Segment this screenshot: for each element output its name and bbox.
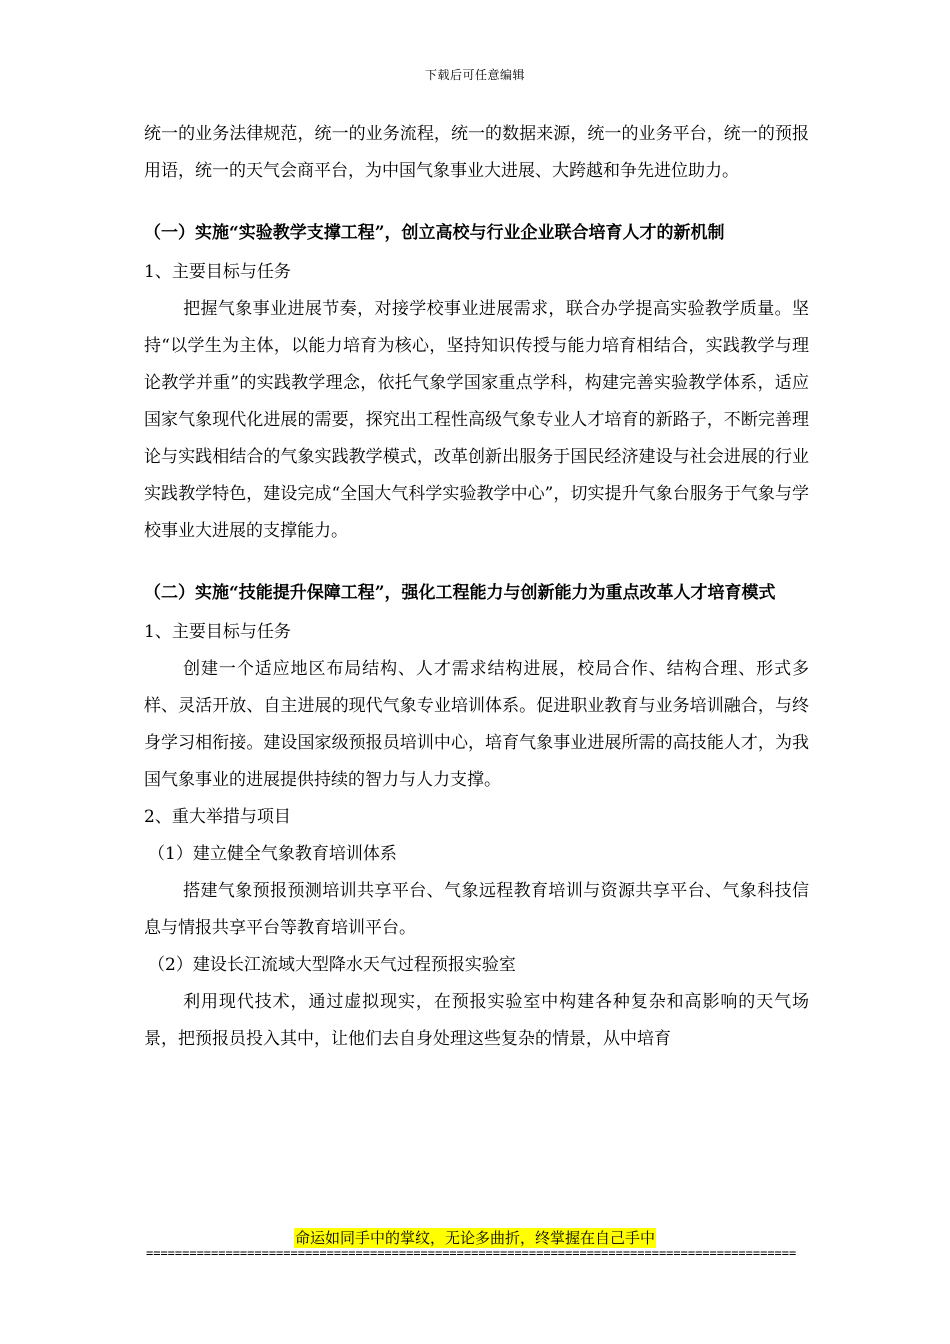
document-body [144, 116, 809, 1058]
subheading-measures: 2、重大举措与项目 [144, 807, 291, 827]
intro-paragraph: 统一的业务法律规范，统一的业务流程，统一的数据来源，统一的业务平台，统一的预报用语，统一的天气会商平台，为中国气象事业大进展、大跨越和争先进位助力。 [144, 124, 809, 181]
item-1-title: （1）建立健全气象教育培训体系 [148, 844, 397, 864]
footer-motto: 命运如同手中的掌纹，无论多曲折，终掌握在自己手中 [294, 1229, 655, 1247]
footer-rule: ========================================================================================== [146, 1246, 797, 1260]
section-heading-2: （二）实施“技能提升保障工程”，强化工程能力与创新能力为重点改革人才培育模式 [144, 583, 776, 603]
item-2-title: （2）建设长江流域大型降水天气过程预报实验室 [148, 955, 516, 975]
section-heading-1: （一）实施“实验教学支撑工程”，创立高校与行业企业联合培育人才的新机制 [144, 223, 725, 243]
page-header-note: 下载后可任意编辑 [424, 68, 525, 82]
item-1-paragraph: 搭建气象预报预测培训共享平台、气象远程教育培训与资源共享平台、气象科技信息与情报共享平台等教育培训平台。 [144, 881, 809, 938]
subheading-goals-2: 1、主要目标与任务 [144, 622, 291, 642]
item-2-paragraph: 利用现代技术，通过虚拟现实，在预报实验室中构建各种复杂和高影响的天气场景，把预报员投入其中，让他们去自身处理这些复杂的情景，从中培育 [144, 992, 809, 1049]
page-footer [0, 1228, 950, 1248]
goals-paragraph-2: 创建一个适应地区布局结构、人才需求结构进展，校局合作、结构合理、形式多样、灵活开放、自主进展的现代气象专业培训体系。促进职业教育与业务培训融合，与终身学习相衔接。建设国家级预报员培训中心，培育气象事业进展所需的高技能人才，为我国气象事业的进展提供持续的智力与人力支撑。 [144, 659, 809, 790]
subheading-goals-1: 1、主要目标与任务 [144, 262, 291, 282]
goals-paragraph-1: 把握气象事业进展节奏，对接学校事业进展需求，联合办学提高实验教学质量。坚持“以学生为主体，以能力培育为核心，坚持知识传授与能力培育相结合，实践教学与理论教学并重”的实践教学理念，依托气象学国家重点学科，构建完善实验教学体系，适应国家气象现代化进展的需要，探究出工程性高级气象专业人才培育的新路子，不断完善理论与实践相结合的气象实践教学模式，改革创新出服务于国民经济建设与社会进展的行业实践教学特色，建设完成“全国大气科学实验教学中心”，切实提升气象台服务于气象与学校事业大进展的支撑能力。 [144, 299, 809, 541]
